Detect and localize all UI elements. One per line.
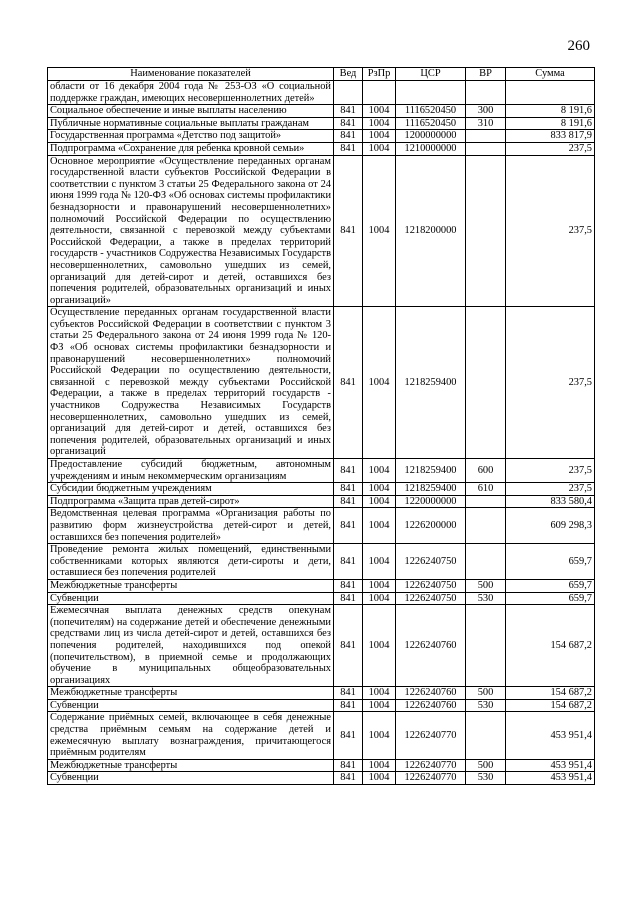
cell-sum: 237,5 [506, 155, 595, 307]
table-row [48, 155, 595, 307]
cell-csr: 1226240760 [396, 687, 466, 700]
cell-vr: 500 [466, 759, 506, 772]
table-row [48, 579, 595, 592]
cell-ved: 841 [334, 105, 363, 118]
cell-ved: 841 [334, 712, 363, 759]
cell-sum: 154 687,2 [506, 699, 595, 712]
cell-vr: 530 [466, 592, 506, 605]
cell-rzpr: 1004 [363, 508, 396, 544]
cell-sum: 237,5 [506, 307, 595, 459]
cell-vr [466, 81, 506, 105]
cell-ved: 841 [334, 759, 363, 772]
cell-csr: 1116520450 [396, 105, 466, 118]
cell-ved: 841 [334, 508, 363, 544]
cell-rzpr: 1004 [363, 105, 396, 118]
cell-name: Осуществление переданных органам государственной власти субъектов Российской Федерации в соответствии с пунктом 3 статьи 25 Федерального закона от 24 июня 1999 года № 120-ФЗ «Об основах системы профилактики безнадзорности и правонарушений несовершеннолетних» полномочий Российской Федерации по осуществлению деятельности, связанной с перевозкой между субъектами Российской Федерации, а также в пределах территорий государств - участников Содружества Независимых Государств несовершеннолетних, самовольно ушедших из семей, организаций для детей-сирот и детей, оставшихся без попечения родителей, образовательных организаций и иных организаций [48, 307, 334, 459]
table-body [48, 81, 595, 785]
table-row [48, 592, 595, 605]
cell-name: Межбюджетные трансферты [48, 687, 334, 700]
cell-csr: 1226240770 [396, 772, 466, 785]
cell-name: Предоставление субсидий бюджетным, автономным учреждениям и иным некоммерческим организациям [48, 459, 334, 483]
table-row [48, 544, 595, 580]
table-row [48, 459, 595, 483]
cell-name: Ежемесячная выплата денежных средств опекунам (попечителям) на содержание детей и обеспечение денежными средствами лиц из числа детей-сирот и детей, оставшихся без попечения родителей, находившихся под опекой (попечительством), в приемной семье и продолжающих обучение в муниципальных общеобразовательных организациях [48, 605, 334, 687]
cell-ved [334, 81, 363, 105]
cell-vr [466, 605, 506, 687]
cell-csr: 1210000000 [396, 142, 466, 155]
cell-rzpr: 1004 [363, 495, 396, 508]
cell-sum: 659,7 [506, 592, 595, 605]
cell-vr [466, 307, 506, 459]
cell-vr: 600 [466, 459, 506, 483]
header-rzpr: РзПр [363, 68, 396, 81]
cell-ved: 841 [334, 699, 363, 712]
cell-ved: 841 [334, 130, 363, 143]
cell-rzpr: 1004 [363, 130, 396, 143]
cell-rzpr: 1004 [363, 712, 396, 759]
header-vr: ВР [466, 68, 506, 81]
page-number: 260 [567, 38, 590, 54]
cell-csr: 1226240750 [396, 592, 466, 605]
cell-sum: 154 687,2 [506, 605, 595, 687]
cell-vr [466, 495, 506, 508]
cell-csr: 1226240760 [396, 699, 466, 712]
header-csr: ЦСР [396, 68, 466, 81]
table-row [48, 772, 595, 785]
cell-rzpr: 1004 [363, 483, 396, 496]
cell-name: Межбюджетные трансферты [48, 579, 334, 592]
cell-rzpr: 1004 [363, 117, 396, 130]
cell-ved: 841 [334, 307, 363, 459]
cell-rzpr: 1004 [363, 772, 396, 785]
table-row [48, 307, 595, 459]
cell-vr [466, 142, 506, 155]
cell-vr [466, 155, 506, 307]
table-row [48, 105, 595, 118]
cell-ved: 841 [334, 579, 363, 592]
header-ved: Вед [334, 68, 363, 81]
cell-csr: 1226240770 [396, 712, 466, 759]
cell-vr [466, 544, 506, 580]
cell-rzpr: 1004 [363, 592, 396, 605]
cell-vr [466, 130, 506, 143]
cell-vr [466, 712, 506, 759]
cell-ved: 841 [334, 142, 363, 155]
table-row [48, 117, 595, 130]
table-row [48, 81, 595, 105]
cell-name: Субвенции [48, 772, 334, 785]
cell-ved: 841 [334, 772, 363, 785]
cell-csr: 1226240750 [396, 579, 466, 592]
cell-rzpr: 1004 [363, 544, 396, 580]
cell-rzpr: 1004 [363, 307, 396, 459]
cell-ved: 841 [334, 544, 363, 580]
cell-vr: 530 [466, 772, 506, 785]
cell-sum: 237,5 [506, 483, 595, 496]
table-header-row [48, 68, 595, 81]
cell-ved: 841 [334, 155, 363, 307]
table-row [48, 699, 595, 712]
cell-vr [466, 508, 506, 544]
cell-ved: 841 [334, 483, 363, 496]
cell-sum: 237,5 [506, 459, 595, 483]
cell-name: Ведомственная целевая программа «Организация работы по развитию форм жизнеустройства детей-сирот и детей, оставшихся без попечения родителей» [48, 508, 334, 544]
cell-name: Субсидии бюджетным учреждениям [48, 483, 334, 496]
cell-name: Государственная программа «Детство под защитой» [48, 130, 334, 143]
cell-rzpr: 1004 [363, 759, 396, 772]
cell-name: Межбюджетные трансферты [48, 759, 334, 772]
table-row [48, 759, 595, 772]
cell-name: Содержание приёмных семей, включающее в себя денежные средства приёмным семьям на содержание детей и ежемесячную выплату вознаграждения, причитающегося приёмным родителям [48, 712, 334, 759]
cell-name: Субвенции [48, 592, 334, 605]
header-name: Наименование показателей [48, 68, 334, 81]
cell-rzpr: 1004 [363, 687, 396, 700]
table-row [48, 712, 595, 759]
cell-csr: 1226240750 [396, 544, 466, 580]
cell-sum: 8 191,6 [506, 105, 595, 118]
cell-rzpr: 1004 [363, 155, 396, 307]
cell-rzpr: 1004 [363, 459, 396, 483]
cell-sum: 659,7 [506, 579, 595, 592]
cell-vr: 500 [466, 579, 506, 592]
cell-vr: 610 [466, 483, 506, 496]
cell-ved: 841 [334, 459, 363, 483]
table-row [48, 130, 595, 143]
cell-ved: 841 [334, 605, 363, 687]
cell-csr [396, 81, 466, 105]
cell-rzpr: 1004 [363, 699, 396, 712]
cell-sum: 453 951,4 [506, 772, 595, 785]
table-row [48, 508, 595, 544]
table-row [48, 483, 595, 496]
cell-sum: 154 687,2 [506, 687, 595, 700]
cell-sum: 609 298,3 [506, 508, 595, 544]
cell-csr: 1226240770 [396, 759, 466, 772]
cell-rzpr: 1004 [363, 579, 396, 592]
header-sum: Сумма [506, 68, 595, 81]
cell-rzpr: 1004 [363, 605, 396, 687]
cell-vr: 500 [466, 687, 506, 700]
cell-name: Социальное обеспечение и иные выплаты населению [48, 105, 334, 118]
cell-sum: 833 580,4 [506, 495, 595, 508]
cell-name: Основное мероприятие «Осуществление переданных органам государственной власти субъектов Российской Федерации в соответствии с пунктом 3 статьи 25 Федерального закона от 24 июня 1999 года № 120-ФЗ «Об основах системы профилактики безнадзорности и правонарушений несовершеннолетних» полномочий Российской Федерации по осуществлению деятельности, связанной с перевозкой между субъектами Российской Федерации, а также в пределах территорий государств - участников Содружества Независимых Государств несовершеннолетних, самовольно ушедших из семей, организаций для детей-сирот и детей, оставшихся без попечения родителей, образовательных организаций и иных организаций» [48, 155, 334, 307]
cell-csr: 1200000000 [396, 130, 466, 143]
cell-csr: 1220000000 [396, 495, 466, 508]
cell-ved: 841 [334, 687, 363, 700]
cell-csr: 1218259400 [396, 483, 466, 496]
cell-csr: 1218259400 [396, 459, 466, 483]
cell-name: Подпрограмма «Сохранение для ребенка кровной семьи» [48, 142, 334, 155]
cell-csr: 1218259400 [396, 307, 466, 459]
table-row [48, 495, 595, 508]
cell-ved: 841 [334, 117, 363, 130]
cell-sum: 453 951,4 [506, 712, 595, 759]
cell-name: Подпрограмма «Защита прав детей-сирот» [48, 495, 334, 508]
cell-name: Проведение ремонта жилых помещений, единственными собственниками которых являются дети-сироты и дети, оставшиеся без попечения родителей [48, 544, 334, 580]
cell-csr: 1218200000 [396, 155, 466, 307]
cell-name: Субвенции [48, 699, 334, 712]
cell-ved: 841 [334, 592, 363, 605]
budget-table [47, 67, 595, 785]
cell-name: области от 16 декабря 2004 года № 253-ОЗ «О социальной поддержке граждан, имеющих несовершеннолетних детей» [48, 81, 334, 105]
cell-vr: 530 [466, 699, 506, 712]
cell-sum [506, 81, 595, 105]
cell-csr: 1116520450 [396, 117, 466, 130]
table-row [48, 142, 595, 155]
table-row [48, 605, 595, 687]
cell-sum: 8 191,6 [506, 117, 595, 130]
table-row [48, 687, 595, 700]
cell-sum: 833 817,9 [506, 130, 595, 143]
cell-sum: 237,5 [506, 142, 595, 155]
cell-csr: 1226200000 [396, 508, 466, 544]
cell-csr: 1226240760 [396, 605, 466, 687]
cell-vr: 310 [466, 117, 506, 130]
cell-name: Публичные нормативные социальные выплаты гражданам [48, 117, 334, 130]
cell-rzpr [363, 81, 396, 105]
cell-ved: 841 [334, 495, 363, 508]
cell-vr: 300 [466, 105, 506, 118]
cell-rzpr: 1004 [363, 142, 396, 155]
cell-sum: 659,7 [506, 544, 595, 580]
cell-sum: 453 951,4 [506, 759, 595, 772]
